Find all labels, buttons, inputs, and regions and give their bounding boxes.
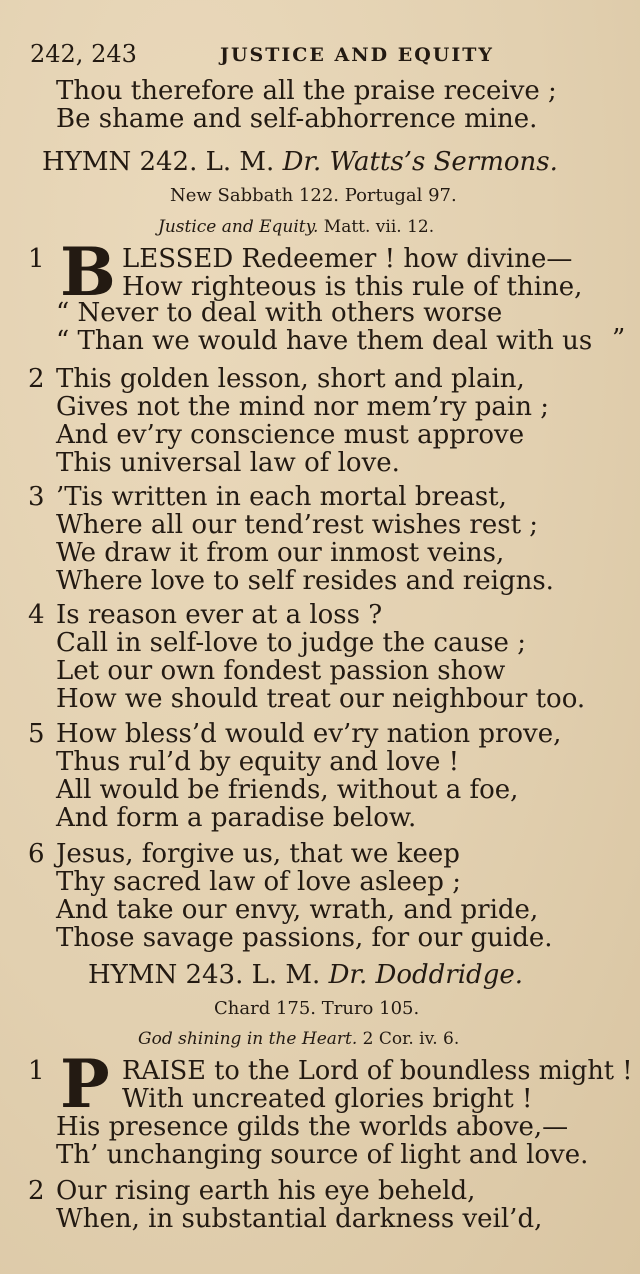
verse-line: This golden lesson, short and plain, — [56, 364, 525, 394]
verse-line: Call in self-love to judge the cause ; — [56, 628, 526, 658]
verse-line: LESSED Redeemer ! how divine— — [122, 244, 573, 274]
carryover-line: Thou therefore all the praise receive ; — [56, 76, 557, 106]
verse-line: Th’ unchanging source of light and love. — [56, 1140, 589, 1170]
stanza-number: 1 — [28, 244, 45, 274]
drop-cap: P — [60, 1045, 110, 1123]
verse-line: And form a paradise below. — [56, 803, 417, 833]
verse-line: Thy sacred law of love asleep ; — [56, 867, 461, 897]
stanza-number: 6 — [28, 839, 45, 869]
hymn-topic — [158, 216, 434, 238]
verse-line: “ Never to deal with others worse — [56, 298, 503, 328]
page-numbers: 242, 243 — [30, 40, 137, 68]
verse-line: Is reason ever at a loss ? — [56, 600, 383, 630]
stanza-number: 2 — [28, 364, 45, 394]
topic-title: God shining in the Heart. — [138, 1029, 358, 1049]
verse-line: Where love to self resides and reigns. — [56, 566, 554, 596]
verse-line: Gives not the mind nor mem’ry pain ; — [56, 392, 550, 422]
running-title: JUSTICE AND EQUITY — [220, 44, 494, 66]
scripture-reference: 2 Cor. iv. 6. — [362, 1029, 460, 1049]
verse-line: How bless’d would ev’ry nation prove, — [56, 719, 562, 749]
tune-names: Chard 175. Truro 105. — [214, 998, 420, 1019]
stanza-number: 4 — [28, 600, 45, 630]
carryover-line: Be shame and self-abhorrence mine. — [56, 104, 538, 134]
hymn-author: Dr. Doddridge. — [328, 960, 523, 990]
verse-line: RAISE to the Lord of boundless might ! — [122, 1056, 633, 1086]
verse-line: This universal law of love. — [56, 448, 400, 478]
verse-line: And take our envy, wrath, and pride, — [56, 895, 539, 925]
stanza-number: 5 — [28, 719, 45, 749]
verse-line: Where all our tend’rest wishes rest ; — [56, 510, 539, 540]
verse-line: How we should treat our neighbour too. — [56, 684, 586, 714]
tune-names: New Sabbath 122. Portugal 97. — [170, 185, 457, 206]
running-header — [30, 40, 630, 76]
hymn-author: Dr. Watts’s Sermons. — [282, 147, 558, 177]
verse-line: “ Than we would have them deal with us — [56, 326, 593, 356]
hymn-heading — [88, 960, 523, 990]
verse-line: All would be friends, without a foe, — [56, 775, 519, 805]
verse-line: With uncreated glories bright ! — [122, 1084, 533, 1114]
scripture-reference: Matt. vii. 12. — [323, 217, 435, 237]
verse-line: Let our own fondest passion show — [56, 656, 506, 686]
drop-cap: B — [60, 233, 116, 311]
verse-line: His presence gilds the worlds above,— — [56, 1112, 569, 1142]
verse-line: How righteous is this rule of thine, — [122, 272, 583, 302]
verse-line: We draw it from our inmost veins, — [56, 538, 505, 568]
verse-line: ’Tis written in each mortal breast, — [56, 482, 507, 512]
hymn-heading — [42, 147, 558, 177]
verse-line: Jesus, forgive us, that we keep — [56, 839, 460, 869]
verse-line: Those savage passions, for our guide. — [56, 923, 553, 953]
verse-line: When, in substantial darkness veil’d, — [56, 1204, 543, 1234]
hymn-number: HYMN 242. L. M. — [42, 147, 275, 177]
hymn-number: HYMN 243. L. M. — [88, 960, 321, 990]
topic-title: Justice and Equity. — [158, 217, 319, 237]
verse-line: Our rising earth his eye beheld, — [56, 1176, 476, 1206]
stanza-number: 3 — [28, 482, 45, 512]
stanza-number: 1 — [28, 1056, 45, 1086]
closing-quote: ” — [612, 324, 626, 354]
verse-line: Thus rul’d by equity and love ! — [56, 747, 460, 777]
hymn-topic — [138, 1028, 459, 1050]
verse-line: And ev’ry conscience must approve — [56, 420, 525, 450]
stanza-number: 2 — [28, 1176, 45, 1206]
